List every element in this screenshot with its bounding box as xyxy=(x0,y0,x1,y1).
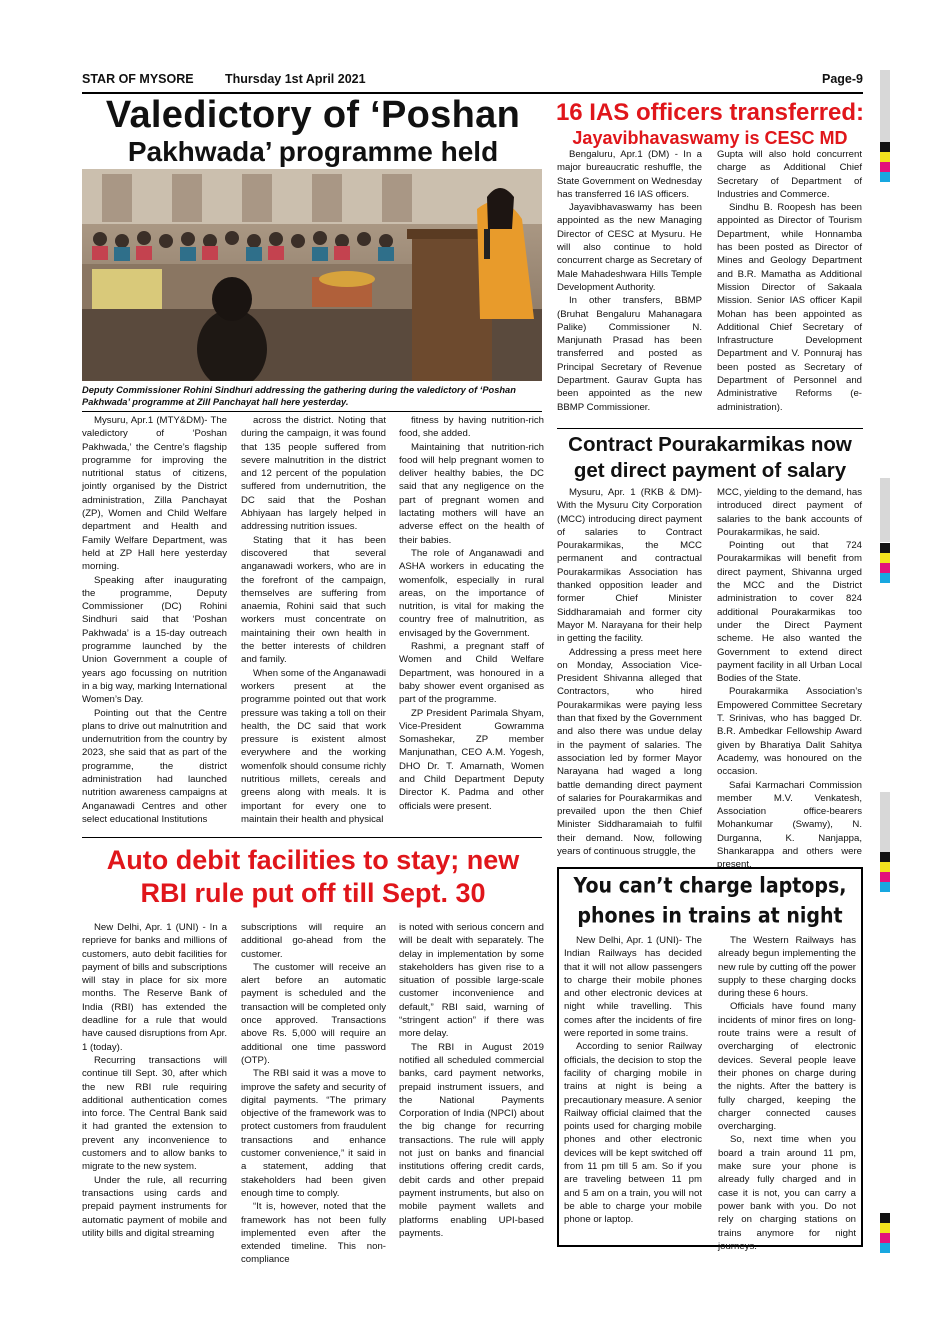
issue-date: Thursday 1st April 2021 xyxy=(225,72,366,86)
caption-rule xyxy=(82,411,542,412)
paragraph: Gupta will also hold concurrent charge as Additional Chief Secretary of Department of Industries and Commerce. xyxy=(717,149,862,200)
poshan-column-2 xyxy=(241,414,386,826)
paragraph: Under the rule, all recurring transactions using cards and prepaid payment instruments for automatic payment of mobile and utility bills and digital streaming xyxy=(82,1174,227,1239)
rbi-headline-line2: RBI rule put off till Sept. 30 xyxy=(140,878,486,908)
gray-bar-1 xyxy=(880,70,890,142)
photo-illustration xyxy=(82,169,542,381)
laptops-column-1 xyxy=(564,934,702,1227)
paragraph: The RBI in August 2019 notified all scheduled commercial banks, card payment networks, prepaid instrument issuers, and the National Payments Corporation of India (NPCI) about the big change for recurring transactions. The rule will apply not just on banks and financial institutions offering credit cards, debit cards and other prepaid payment instruments, but also on mobile payment wallets and platforms enabling UPI-based payments. xyxy=(399,1041,544,1239)
laptops-headline-line2: phones in trains at night xyxy=(577,903,843,929)
paragraph: Mysuru, Apr.1 (MTY&DM)- The valedictory of ‘Poshan Pakhwada,’ the Centre’s flagship programme for improving the nutritional status of citizens, jointly organised by the District administration, Zilla Panchayat (ZP), Women and Child Welfare department and Health and Family Welfare Department, was held at ZP Hall here yesterday morning. xyxy=(82,415,227,573)
poshan-column-3 xyxy=(399,414,544,813)
ias-column-1 xyxy=(557,148,702,414)
color-marks-2 xyxy=(880,543,890,583)
laptops-headline xyxy=(559,871,861,931)
paragraph: Recurring transactions will continue till Sept. 30, after which the new RBI rule requiring additional authentication comes into force. The Central Bank said it had granted the extension to prevent any inconvenience to customers and to allow banks to migrate to the new system. xyxy=(82,1054,227,1173)
color-marks-4 xyxy=(880,1213,890,1253)
paragraph: subscriptions will require an additional go-ahead from the customer. xyxy=(241,922,386,960)
rbi-column-1 xyxy=(82,921,227,1240)
paragraph: Officials have found many incidents of minor fires on long-route trains were a result of overcharging of electronic devices. Several people leave their phones on charge during the nights. After the battery is fully charged, keeping the charger connected causes overcharging. xyxy=(718,1001,856,1133)
paragraph: New Delhi, Apr. 1 (UNI)- The Indian Railways has decided that it will not allow passengers to charge their mobile phones and other electronic devices at night while travelling. This comes after the incidents of fire were reported in some trains. xyxy=(564,935,702,1040)
paragraph: The RBI said it was a move to improve the safety and security of digital payments. “The primary objective of the framework was to protect customers from fraudulent transactions and enhance customer convenience,” it said in a statement, adding that stakeholders had been given enough time to comply. xyxy=(241,1068,386,1199)
rbi-rule xyxy=(82,837,542,838)
paragraph: Sindhu B. Roopesh has been appointed as Director of Tourism Department, while Honnamba has been posted as Director of Mines and Geology Department and B.R. Mamatha as Additional Mission Director of Sakaala Mission. Senior IAS officer Kapil Mohan has been appointed as Additional Chief Secretary of Infrastructure Development Department and V. Ponnuraj has been posted as Secretary of Department of Personnel and Administrative Reforms (e-administration). xyxy=(717,202,862,413)
paragraph: fitness by having nutrition-rich food, she added. xyxy=(399,415,544,440)
paragraph: Safai Karmachari Commission member M.V. Venkatesh, Association office-bearers Mohankumar (Swamy), N. Durganna, K. Nanjappa, Shankarappa and others were present. xyxy=(717,779,862,871)
paragraph: is noted with serious concern and will be dealt with separately. The delay in implementation by some stakeholders has given rise to a situation of possible large-scale customer inconvenience and default,” RBI said, warning of “stringent action” if there was more delay. xyxy=(399,922,544,1040)
paragraph: According to senior Railway officials, the decision to stop the facility of charging mobile in trains at night is being a precautionary measure. A senior Railway official claimed that the points used for charging mobile phones and other electronic devices will be kept switched off from 11 pm till 5 am. So if you are traveling between 11 pm and 5 am on a train, you will not be able to charge your mobile phone or laptop. xyxy=(564,1041,702,1226)
gray-bar-2 xyxy=(880,478,890,542)
paragraph: Speaking after inaugurating the programme, Deputy Commissioner (DC) Rohini Sindhuri said that ‘Poshan Pakhwada’ is a 15-day outreach programme launched by the Union Government a couple of years ago focussing on nutrition in a big way, marking International Women’s Day. xyxy=(82,574,227,706)
paragraph: Bengaluru, Apr.1 (DM) - In a major bureaucratic reshuffle, the State Government on Wednesday has transferred 16 IAS officers. xyxy=(557,149,702,200)
paragraph: Mysuru, Apr. 1 (RKB & DM)- With the Mysuru City Corporation (MCC) introducing direct payment of salaries to Contract Pourakarmikas, the MCC permanent and contractual Pourakarmikas Association has thanked opposition leader and former Chief Minister Siddharamaiah and former city Mayor M. Narayana for their help in getting the facility. xyxy=(557,487,702,645)
poshan-caption: Deputy Commissioner Rohini Sindhuri addressing the gathering during the valedictory of ‘Poshan Pakhwada’ programme at Zill Panchayat hall here yesterday. xyxy=(82,385,516,407)
paragraph: Rashmi, a pregnant staff of Women and Child Welfare Department, was honoured in a baby shower event organised as part of the programme. xyxy=(399,641,544,706)
ias-headline xyxy=(555,99,865,149)
paragraph: across the district. Noting that during the campaign, it was found that 135 people suffered from severe malnutrition in the district and 12 percent of the population suffered from undernutrition, the DC said that the Poshan Abhiyaan has largely helped in addressing nutrition issues. xyxy=(241,415,386,533)
paragraph: Addressing a press meet here on Monday, Association Vice-President Shivanna alleged that Contractors, who hired Pourakarmikas were paying less than that fixed by the Government and also there was undue delay in the payment of salaries. The association led by former Mayor Narayana had waged a long battle demanding direct payment of salaries for Pourakarmikas and prevailed upon the then Chief Minister Siddharamaiah to fulfil their demand. Now, following years of continuous struggle, the xyxy=(557,646,702,858)
gray-bar-3 xyxy=(880,792,890,852)
paragraph: In other transfers, BBMP (Bruhat Bengaluru Mahanagara Palike) Commissioner N. Manjunath Prasad has been transferred and posted as Principal Secretary of Revenue Department. Gaurav Gupta has been appointed as the new BBMP Commissioner. xyxy=(557,295,702,413)
laptops-column-2 xyxy=(718,934,856,1253)
rbi-headline xyxy=(78,844,548,910)
paragraph: The customer will receive an alert before an automatic payment is scheduled and the transaction will be completed only once approved. Transactions above Rs. 5,000 will require an additional one time password (OTP). xyxy=(241,961,386,1066)
paragraph: Jayavibhavaswamy has been appointed as the new Managing Director of CESC at Mysuru. He will also continue to hold concurrent charge as Secretary of Male Mahadeshwara Hills Temple Development Authority. xyxy=(557,202,702,293)
paragraph: Maintaining that nutrition-rich food will help pregnant women to deliver healthy babies, the DC said that any negligence on the part of pregnant women and lactating mothers will have an adverse effect on the health of their babies. xyxy=(399,441,544,546)
laptops-headline-line1: You can’t charge laptops, xyxy=(573,873,847,898)
paragraph: Pourakarmika Association’s Empowered Committee Secretary T. Srinivas, who has bagged Dr. B.R. Ambedkar Fellowship Award given by Bharatiya Dalit Sahitya Academy, was honoured on the occasion. xyxy=(717,686,862,778)
rbi-headline-line1: Auto debit facilities to stay; new xyxy=(106,845,520,875)
rbi-column-2 xyxy=(241,921,386,1267)
masthead xyxy=(82,70,863,94)
pourakarmikas-headline xyxy=(555,432,865,484)
paragraph: “It is, however, noted that the framework has not been fully implemented even after the extended timeline. This non-compliance xyxy=(241,1201,386,1266)
ias-rule xyxy=(557,428,863,429)
pourakarmikas-column-1 xyxy=(557,486,702,858)
paper-name: STAR OF MYSORE xyxy=(82,72,194,86)
rbi-column-3 xyxy=(399,921,544,1240)
page-number: Page-9 xyxy=(822,72,863,86)
paragraph: MCC, yielding to the demand, has introduced direct payment of salaries to the bank accounts of Pourakarmikas, he said. xyxy=(717,487,862,538)
poshan-photo xyxy=(82,169,542,381)
paragraph: Stating that it has been discovered that several anganawadi workers, who are in the forefront of the campaign, themselves are suffering from anaemia, Rohini said that such workers must concentrate on maintaining their own health in the better interests of children and family. xyxy=(241,534,386,666)
paragraph: New Delhi, Apr. 1 (UNI) - In a reprieve for banks and millions of customers, auto debit facilities for payment of bills and subscriptions will stay in place for six more months. The Reserve Bank of India (RBI) has extended the deadline for a rule that would have caused disruptions from Apr. 1 (today). xyxy=(82,922,227,1053)
paragraph: Pointing out that the Centre plans to drive out malnutrition and undernutrition from the country by 2023, she said that as part of the programme, the district administration had launched nutrition awareness campaigns at Anganawadi Centres and other select educational Institutions xyxy=(82,707,227,825)
ias-headline-line2: Jayavibhavaswamy is CESC MD xyxy=(572,128,848,148)
poshan-headline-line2: Pakhwada’ programme held xyxy=(127,136,499,167)
ias-headline-line1: 16 IAS officers transferred: xyxy=(555,99,865,126)
pourakarmikas-headline-line1: Contract Pourakarmikas now xyxy=(568,433,852,456)
poshan-headline xyxy=(80,94,546,168)
pourakarmikas-column-2 xyxy=(717,486,862,872)
pourakarmikas-headline-line2: get direct payment of salary xyxy=(573,459,847,482)
paragraph: Pointing out that 724 Pourakarmikas will benefit from direct payment, Shivanna urged the MCC and the District administration to cover 824 additional Pourakarmikas too under the Direct Payment scheme. He also wanted the Government to extend direct payment facility in all Urban Local Bodies of the State. xyxy=(717,540,862,685)
paragraph: ZP President Parimala Shyam, Vice-President Gowramma Somashekar, ZP member Manjunathan, CEO A.M. Yogesh, DHO Dr. T. Amarnath, Women and Child Department Deputy Director K. Padma and other officials were present. xyxy=(399,707,544,812)
color-marks-3 xyxy=(880,852,890,892)
color-marks-1 xyxy=(880,142,890,182)
paragraph: The role of Anganawadi and ASHA workers in educating the womenfolk, especially in rural areas, on the importance of nutrition, is vital for making the country free of malnutrition, as envisaged by the Government. xyxy=(399,547,544,639)
paragraph: When some of the Anganawadi workers present at the programme pointed out that work pressure was taking a toll on their health, the DC said that work pressure is existent almost everywhere and the working womenfolk should consume richly nutritious millets, cereals and greens along with meals. It is important for every one to maintain their health and physical xyxy=(241,667,386,825)
poshan-headline-line1: Valedictory of ‘Poshan xyxy=(105,94,521,136)
paragraph: The Western Railways has already begun implementing the new rule by cutting off the power supply to these charging docks during these 6 hours. xyxy=(718,935,856,1000)
poshan-column-1 xyxy=(82,414,227,826)
paragraph: So, next time when you board a train around 11 pm, make sure your phone is already fully charged and in case it is not, you can carry a power bank with you. Do not rely on charging stations on trains anymore for night journeys. xyxy=(718,1134,856,1252)
ias-column-2 xyxy=(717,148,862,414)
